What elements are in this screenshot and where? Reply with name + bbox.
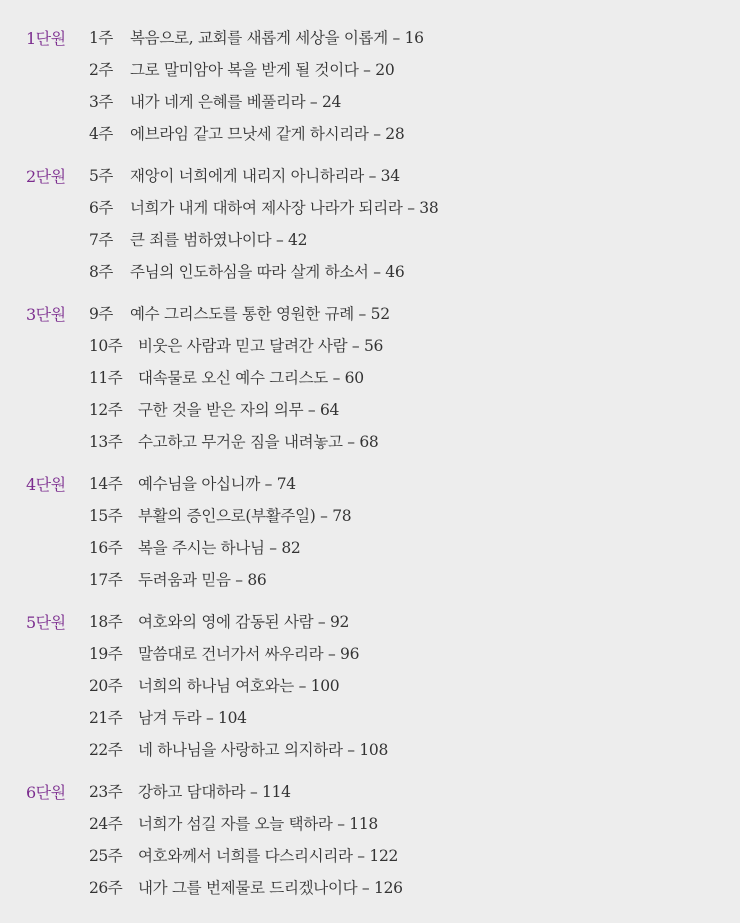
lesson-item xyxy=(0,840,740,872)
week-number: 13주 xyxy=(89,433,123,451)
week-number: 8주 xyxy=(89,263,113,281)
unit-6 xyxy=(0,776,740,904)
lesson-list xyxy=(0,298,740,458)
week-number: 19주 xyxy=(89,645,123,663)
week-number: 6주 xyxy=(89,199,113,217)
week-number: 2주 xyxy=(89,61,113,79)
lesson-list xyxy=(0,776,740,904)
lesson-item xyxy=(0,734,740,766)
lesson-item xyxy=(0,394,740,426)
lesson-title: 그로 말미암아 복을 받게 될 것이다 – 20 xyxy=(130,61,395,79)
lesson-title: 예수 그리스도를 통한 영원한 규례 – 52 xyxy=(130,305,390,323)
week-number: 1주 xyxy=(89,29,113,47)
lesson-item xyxy=(0,362,740,394)
week-number: 20주 xyxy=(89,677,123,695)
lesson-item xyxy=(0,54,740,86)
week-number: 11주 xyxy=(89,369,123,387)
week-number: 21주 xyxy=(89,709,123,727)
lesson-list xyxy=(0,468,740,596)
week-number: 15주 xyxy=(89,507,123,525)
lesson-item xyxy=(0,224,740,256)
lesson-item xyxy=(0,564,740,596)
lesson-list xyxy=(0,606,740,766)
lesson-title: 두려움과 믿음 – 86 xyxy=(138,571,267,589)
week-number: 3주 xyxy=(89,93,113,111)
week-number: 10주 xyxy=(89,337,123,355)
lesson-item xyxy=(0,468,740,500)
lesson-title: 큰 죄를 범하였나이다 – 42 xyxy=(130,231,308,249)
lesson-title: 남겨 두라 – 104 xyxy=(138,709,247,727)
unit-label: 3단원 xyxy=(26,305,66,324)
unit-label: 2단원 xyxy=(26,167,66,186)
lesson-item xyxy=(0,160,740,192)
lesson-item xyxy=(0,808,740,840)
lesson-title: 수고하고 무거운 짐을 내려놓고 – 68 xyxy=(138,433,379,451)
week-number: 26주 xyxy=(89,879,123,897)
lesson-title: 말씀대로 건너가서 싸우리라 – 96 xyxy=(138,645,360,663)
week-number: 17주 xyxy=(89,571,123,589)
lesson-title: 대속물로 오신 예수 그리스도 – 60 xyxy=(138,369,364,387)
unit-label: 4단원 xyxy=(26,475,66,494)
week-number: 5주 xyxy=(89,167,113,185)
lesson-title: 너희의 하나님 여호와는 – 100 xyxy=(138,677,340,695)
week-number: 18주 xyxy=(89,613,123,631)
week-number: 23주 xyxy=(89,783,123,801)
lesson-title: 복음으로, 교회를 새롭게 세상을 이롭게 – 16 xyxy=(130,29,424,47)
unit-label: 5단원 xyxy=(26,613,66,632)
lesson-item xyxy=(0,86,740,118)
lesson-item xyxy=(0,118,740,150)
lesson-item xyxy=(0,22,740,54)
lesson-item xyxy=(0,872,740,904)
unit-4 xyxy=(0,468,740,596)
lesson-item xyxy=(0,298,740,330)
lesson-title: 네 하나님을 사랑하고 의지하라 – 108 xyxy=(138,741,389,759)
unit-1 xyxy=(0,22,740,150)
lesson-title: 여호와께서 너희를 다스리시리라 – 122 xyxy=(138,847,399,865)
lesson-title: 구한 것을 받은 자의 의무 – 64 xyxy=(138,401,340,419)
lesson-item xyxy=(0,638,740,670)
lesson-item xyxy=(0,670,740,702)
week-number: 22주 xyxy=(89,741,123,759)
lesson-title: 재앙이 너희에게 내리지 아니하리라 – 34 xyxy=(130,167,400,185)
lesson-title: 여호와의 영에 감동된 사람 – 92 xyxy=(138,613,350,631)
week-number: 25주 xyxy=(89,847,123,865)
week-number: 4주 xyxy=(89,125,113,143)
lesson-title: 에브라임 같고 므낫세 같게 하시리라 – 28 xyxy=(130,125,405,143)
unit-3 xyxy=(0,298,740,458)
lesson-title: 내가 네게 은혜를 베풀리라 – 24 xyxy=(130,93,342,111)
lesson-item xyxy=(0,426,740,458)
unit-5 xyxy=(0,606,740,766)
unit-label: 6단원 xyxy=(26,783,66,802)
lesson-title: 너희가 내게 대하여 제사장 나라가 되리라 – 38 xyxy=(130,199,439,217)
lesson-title: 예수님을 아십니까 – 74 xyxy=(138,475,296,493)
lesson-title: 주님의 인도하심을 따라 살게 하소서 – 46 xyxy=(130,263,405,281)
lesson-title: 부활의 증인으로(부활주일) – 78 xyxy=(138,507,352,525)
week-number: 7주 xyxy=(89,231,113,249)
lesson-title: 내가 그를 번제물로 드리겠나이다 – 126 xyxy=(138,879,403,897)
lesson-item xyxy=(0,606,740,638)
lesson-item xyxy=(0,330,740,362)
lesson-title: 비웃은 사람과 믿고 달려간 사람 – 56 xyxy=(138,337,384,355)
lesson-item xyxy=(0,256,740,288)
unit-2 xyxy=(0,160,740,288)
lesson-title: 강하고 담대하라 – 114 xyxy=(138,783,291,801)
lesson-title: 너희가 섬길 자를 오늘 택하라 – 118 xyxy=(138,815,378,833)
lesson-title: 복을 주시는 하나님 – 82 xyxy=(138,539,301,557)
lesson-list xyxy=(0,160,740,288)
unit-label: 1단원 xyxy=(26,29,66,48)
lesson-item xyxy=(0,192,740,224)
week-number: 16주 xyxy=(89,539,123,557)
lesson-item xyxy=(0,702,740,734)
week-number: 9주 xyxy=(89,305,113,323)
lesson-item xyxy=(0,532,740,564)
week-number: 12주 xyxy=(89,401,123,419)
lesson-item xyxy=(0,776,740,808)
lesson-item xyxy=(0,500,740,532)
lesson-list xyxy=(0,22,740,150)
week-number: 14주 xyxy=(89,475,123,493)
week-number: 24주 xyxy=(89,815,123,833)
